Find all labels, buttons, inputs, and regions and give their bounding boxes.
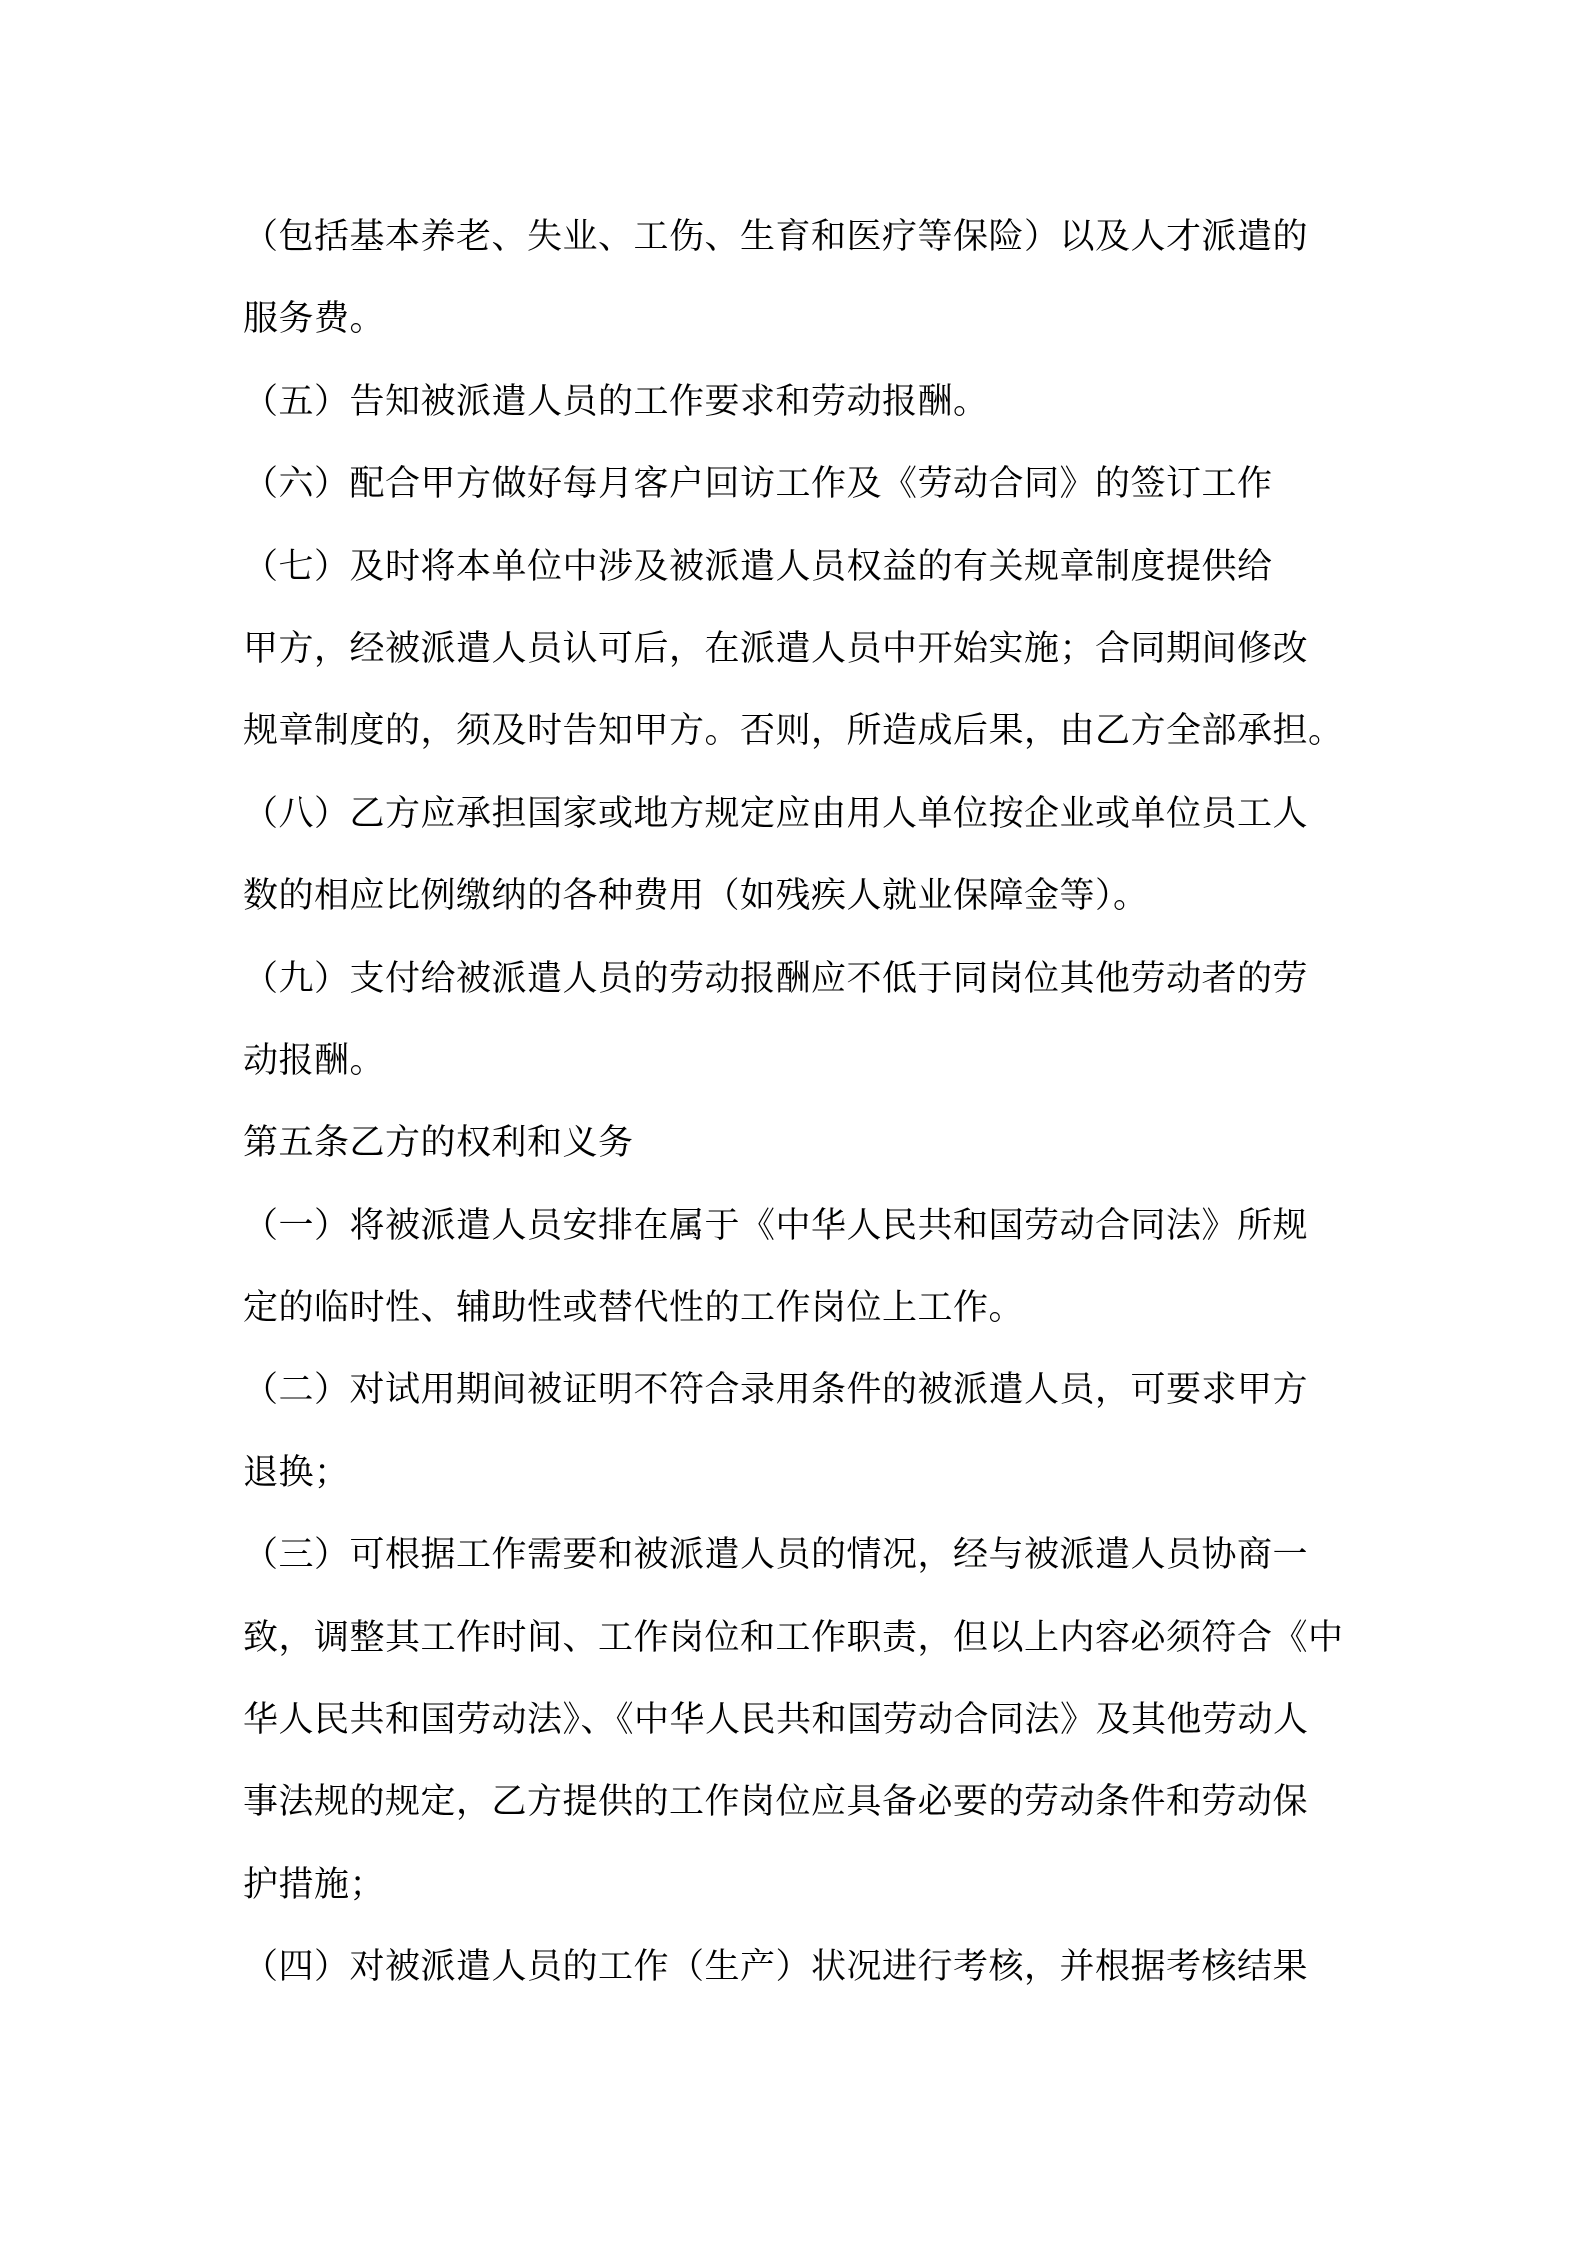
text-line: 甲方，经被派遣人员认可后，在派遣人员中开始实施；合同期间修改 — [243, 628, 1309, 669]
text-line: （包括基本养老、失业、工伤、生育和医疗等保险）以及人才派遣的 — [243, 217, 1309, 257]
text-line: 退换； — [243, 1452, 350, 1493]
text-line: 事法规的规定，乙方提供的工作岗位应具备必要的劳动条件和劳动保 — [243, 1782, 1309, 1823]
text-line: （二）对试用期间被证明不符合录用条件的被派遣人员，可要求甲方 — [243, 1370, 1309, 1411]
text-line: （五）告知被派遣人员的工作要求和劳动报酬。 — [243, 381, 989, 422]
text-line: 护措施； — [243, 1864, 386, 1905]
text-line: 规章制度的，须及时告知甲方。否则，所造成后果，由乙方全部承担。 — [243, 711, 1344, 752]
text-line: （九）支付给被派遣人员的劳动报酬应不低于同岗位其他劳动者的劳 — [243, 958, 1309, 999]
text-line: （一）将被派遣人员安排在属于《中华人民共和国劳动合同法》所规 — [243, 1205, 1309, 1246]
text-line: 定的临时性、辅助性或替代性的工作岗位上工作。 — [243, 1288, 1025, 1329]
text-line: （三）可根据工作需要和被派遣人员的情况，经与被派遣人员协商一 — [243, 1535, 1309, 1576]
document-body — [243, 196, 1361, 2009]
text-line: （六）配合甲方做好每月客户回访工作及《劳动合同》的签订工作 — [243, 464, 1273, 505]
text-line: （八）乙方应承担国家或地方规定应由用人单位按企业或单位员工人 — [243, 793, 1309, 834]
text-line: 动报酬。 — [243, 1040, 386, 1081]
text-line: 华人民共和国劳动法》、《中华人民共和国劳动合同法》及其他劳动人 — [243, 1700, 1309, 1741]
section-heading: 第五条乙方的权利和义务 — [243, 1123, 634, 1164]
text-line: 数的相应比例缴纳的各种费用（如残疾人就业保障金等）。 — [243, 876, 1149, 917]
text-line: 服务费。 — [243, 299, 386, 340]
text-line: 致，调整其工作时间、工作岗位和工作职责，但以上内容必须符合《中 — [243, 1617, 1344, 1658]
text-line: （四）对被派遣人员的工作（生产）状况进行考核，并根据考核结果 — [243, 1947, 1309, 1988]
text-line: （七）及时将本单位中涉及被派遣人员权益的有关规章制度提供给 — [243, 546, 1273, 587]
